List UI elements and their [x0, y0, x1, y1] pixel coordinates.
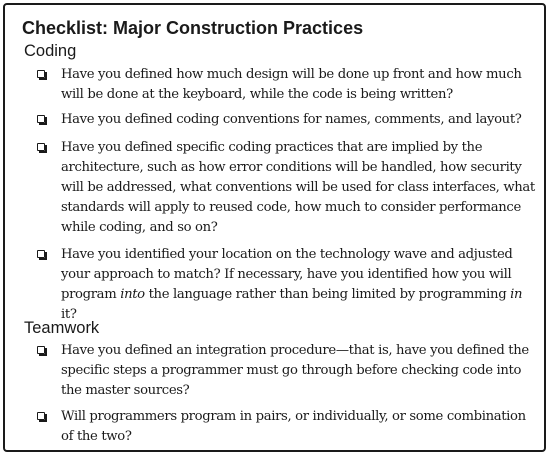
- checklist-item-text: Have you defined specific coding practices that are implied by the architecture, such as how error conditions will be handled, how security will be addressed, what conventions will be used for class interfaces, what standards will apply to reused code, how much to consider performance while coding, and so on?: [61, 140, 535, 235]
- checklist-box: [3, 3, 546, 452]
- checkbox-icon[interactable]: [37, 115, 45, 123]
- item-text-part: Have you identified your location on the technology wave and adjusted your approach to match? If necessary, have you identified how you will program: [61, 247, 513, 302]
- checkbox-icon[interactable]: [37, 346, 45, 354]
- item-text-emphasis: into: [120, 287, 145, 302]
- checkbox-icon[interactable]: [37, 412, 45, 420]
- checklist-item-text: Have you defined an integration procedure—that is, have you defined the specific steps a programmer must go through before checking code into the master sources?: [61, 343, 529, 398]
- item-text-part: the language rather than being limited by programming: [144, 287, 511, 302]
- checkbox-icon[interactable]: [37, 70, 45, 78]
- item-text-part: it?: [61, 307, 77, 322]
- checklist-item-text: Will programmers program in pairs, or individually, or some combination of the two?: [61, 409, 526, 444]
- section-heading-coding: Coding: [24, 42, 77, 60]
- checklist-title: Checklist: Major Construction Practices: [22, 18, 364, 38]
- checklist-item-text: [61, 245, 537, 325]
- checklist-item-text: Have you defined how much design will be done up front and how much will be done at the keyboard, while the code is being written?: [61, 67, 522, 102]
- checklist-item-text: Have you defined coding conventions for names, comments, and layout?: [61, 112, 522, 127]
- checkbox-icon[interactable]: [37, 143, 45, 151]
- section-heading-teamwork: Teamwork: [24, 319, 100, 337]
- item-text-emphasis: in: [510, 287, 523, 302]
- checkbox-icon[interactable]: [37, 250, 45, 258]
